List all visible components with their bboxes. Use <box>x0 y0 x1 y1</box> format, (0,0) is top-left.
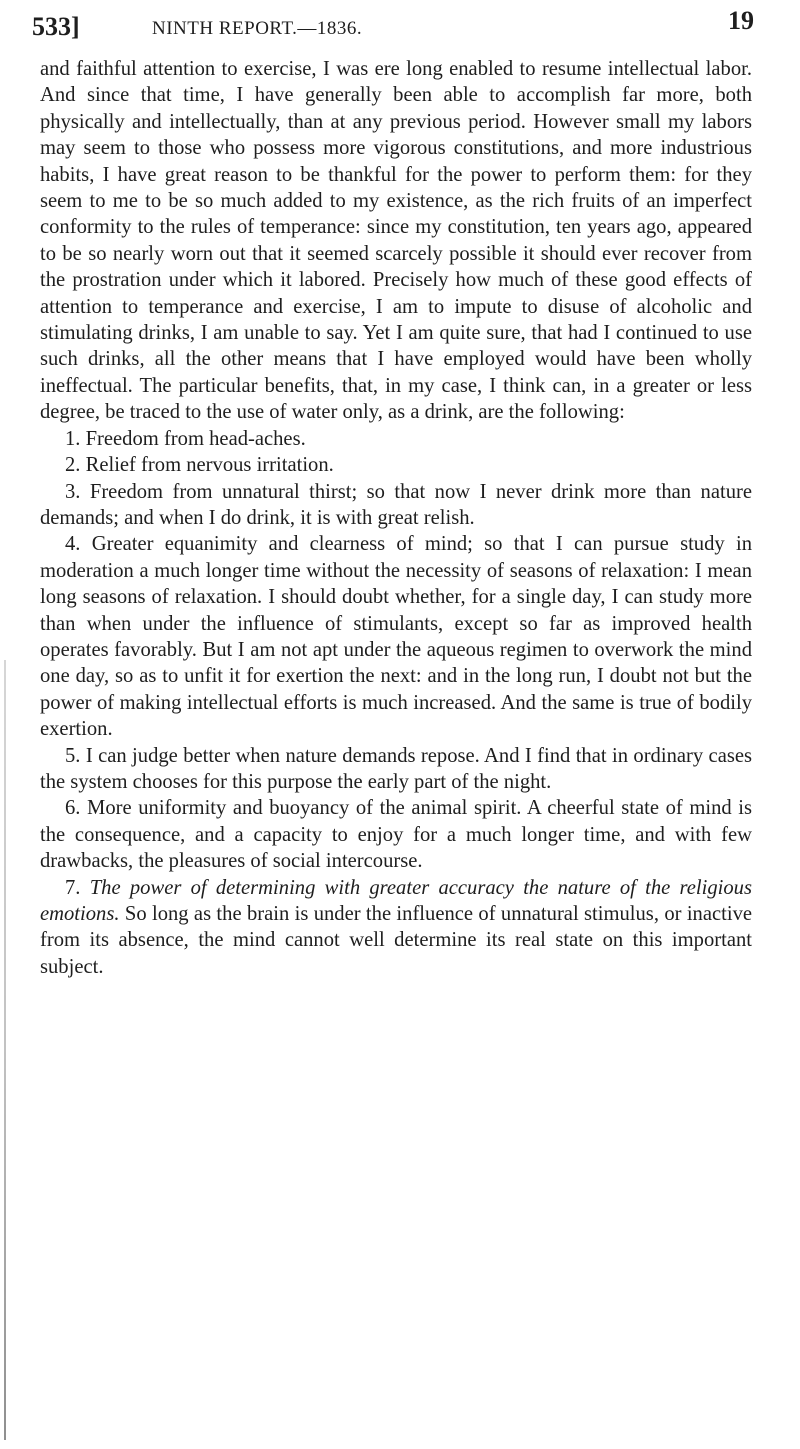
list-item-5: 5. I can judge better when nature demands repose. And I find that in ordinary cases the system chooses for this purpose the early part of the night. <box>40 744 752 793</box>
list-item-7-number: 7. <box>65 876 81 899</box>
list-item-3: 3. Freedom from unnatural thirst; so that now I never drink more than nature demands; and when I do drink, it is with great relish. <box>40 480 752 529</box>
list-item-4: 4. Greater equanimity and clearness of mind; so that I can pursue study in moderation a much longer time without the necessity of seasons of relaxation: I mean long seasons of relaxation. I should doubt whether, for a single day, I can study more than when under the influence of stimulants, except so far as improved health operates favorably. But I am not apt under the aqueous regimen to overwork the mind one day, so as to unfit it for exertion the next: and in the long run, I doubt not but the power of making intellectual efforts is much increased. And the same is true of bodily exertion. <box>40 533 752 741</box>
body-text <box>40 56 752 980</box>
running-head: NINTH REPORT.—1836. <box>152 18 363 39</box>
list-item-7 <box>40 875 752 981</box>
list-item-7-rest: So long as the brain is under the influence of unnatural stimulus, or inactive from its absence, the mind cannot well determine its real state on this important subject. <box>40 903 753 978</box>
binding-edge-shadow <box>4 660 6 1440</box>
intro-paragraph: and faithful attention to exercise, I was ere long enabled to resume intellectual labor. And since that time, I have generally been able to accomplish far more, both physically and intellectually, than at any previous period. However small my labors may seem to those who possess more vigorous constitutions, and more industrious habits, I have great reason to be thankful for the power to perform them: for they seem to me to be so much added to my existence, as the rich fruits of an imperfect conformity to the rules of temperance: since my constitution, ten years ago, appeared to be so nearly worn out that it seemed scarcely possible it should ever recover from the prostration under which it labored. Precisely how much of these good effects of attention to temperance and exercise, I am to impute to disuse of alcoholic and stimulating drinks, I am unable to say. Yet I am quite sure, that had I continued to use such drinks, all the other means that I have employed would have been wholly ineffectual. The particular benefits, that, in my case, I think can, in a greater or less degree, be traced to the use of water only, as a drink, are the following: <box>40 58 752 424</box>
list-item-6: 6. More uniformity and buoyancy of the animal spirit. A cheerful state of mind is the consequence, and a capacity to enjoy for a much longer time, and with few drawbacks, the pleasures of social intercourse. <box>40 797 752 873</box>
list-item-1: 1. Freedom from head-aches. <box>65 427 306 450</box>
page-number: 533] <box>32 12 80 41</box>
list-item-7-italic: The power of determining with greater accuracy the nature of the religious emotions. <box>40 876 752 925</box>
page-header <box>32 6 754 54</box>
folio-number: 19 <box>728 6 754 35</box>
list-item-2: 2. Relief from nervous irritation. <box>65 454 334 477</box>
